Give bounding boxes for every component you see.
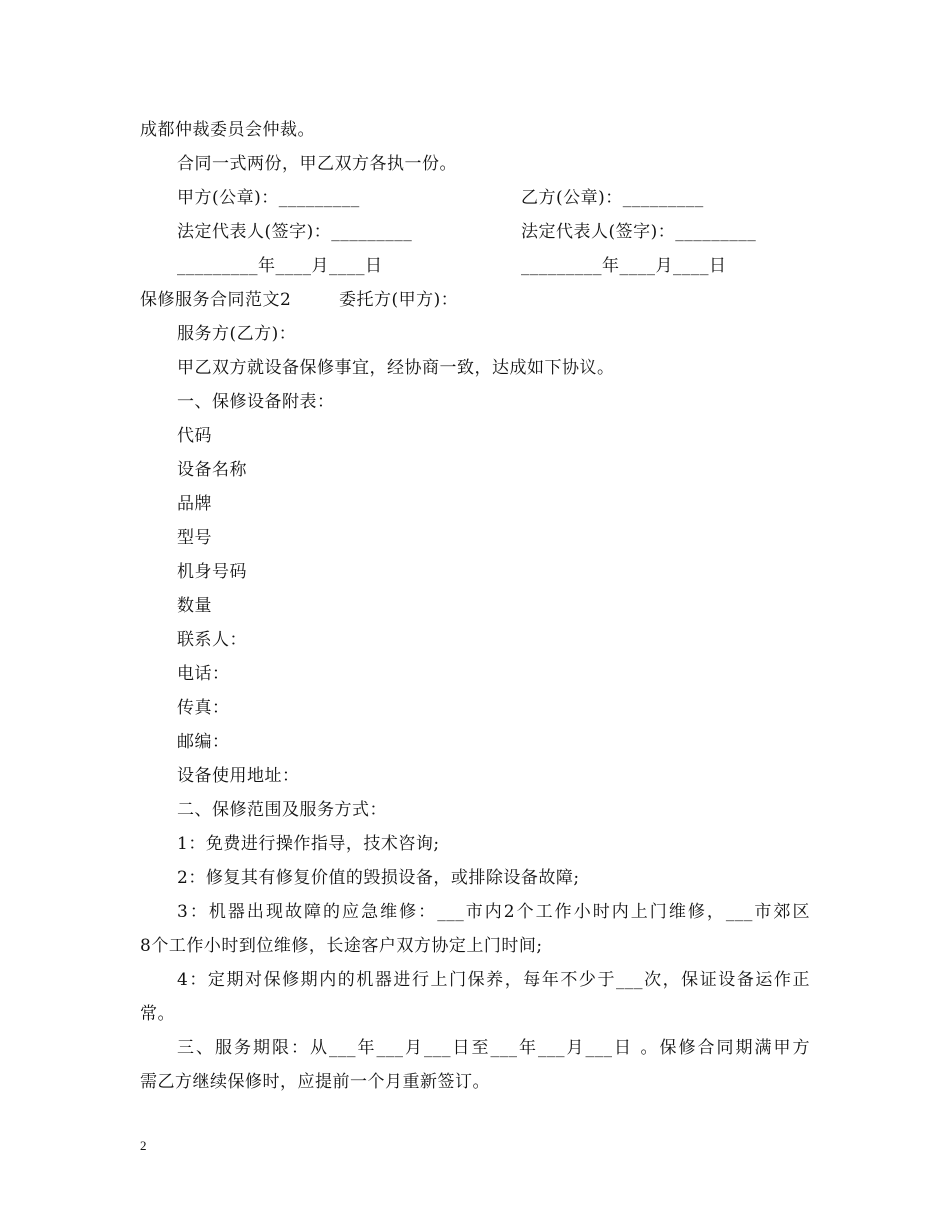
- party-b-representative-line: 法定代表人(签字)：_________: [521, 222, 757, 242]
- text-line: 邮编：: [177, 732, 230, 752]
- text-line: 1：免费进行操作指导，技术咨询;: [177, 834, 440, 854]
- party-a-representative-line: 法定代表人(签字)：_________: [177, 222, 413, 242]
- text-line: 三、服务期限：从___年___月___日至___年___月___日 。保修合同期满甲方: [177, 1038, 810, 1058]
- text-line: 需乙方继续保修时，应提前一个月重新签订。: [140, 1072, 490, 1092]
- party-b-date-line: _________年____月____日: [521, 256, 727, 276]
- text-line: 二、保修范围及服务方式：: [177, 800, 387, 820]
- text-line: 常。: [140, 1004, 175, 1024]
- text-line: 设备名称: [177, 460, 247, 480]
- section-title: 保修服务合同范文2: [140, 290, 292, 310]
- text-line: 服务方(乙方)：: [177, 324, 297, 344]
- text-line: 甲乙双方就设备保修事宜，经协商一致，达成如下协议。: [177, 358, 615, 378]
- text-line: 电话：: [177, 664, 230, 684]
- text-line: 数量: [177, 596, 212, 616]
- client-party-label: 委托方(甲方)：: [339, 290, 459, 310]
- text-line: 传真：: [177, 698, 230, 718]
- text-line: 代码: [177, 426, 212, 446]
- text-line: 合同一式两份，甲乙双方各执一份。: [177, 154, 457, 174]
- text-line: 型号: [177, 528, 212, 548]
- text-line: 设备使用地址：: [177, 766, 300, 786]
- text-line: 成都仲裁委员会仲裁。: [140, 120, 315, 140]
- text-line: 4：定期对保修期内的机器进行上门保养，每年不少于___次，保证设备运作正: [177, 970, 810, 990]
- text-line: 品牌: [177, 494, 212, 514]
- text-line: 3：机器出现故障的应急维修：___市内2个工作小时内上门维修，___市郊区: [177, 902, 810, 922]
- party-b-seal-line: 乙方(公章)：_________: [521, 188, 704, 208]
- party-a-seal-line: 甲方(公章)：_________: [177, 188, 360, 208]
- party-a-date-line: _________年____月____日: [177, 256, 383, 276]
- page-number: 2: [140, 1138, 147, 1153]
- text-line: 联系人：: [177, 630, 247, 650]
- text-line: 8个工作小时到位维修，长途客户双方协定上门时间;: [140, 936, 543, 956]
- text-line: 2：修复其有修复价值的毁损设备，或排除设备故障;: [177, 868, 580, 888]
- text-line: 一、保修设备附表：: [177, 392, 335, 412]
- text-line: 机身号码: [177, 562, 247, 582]
